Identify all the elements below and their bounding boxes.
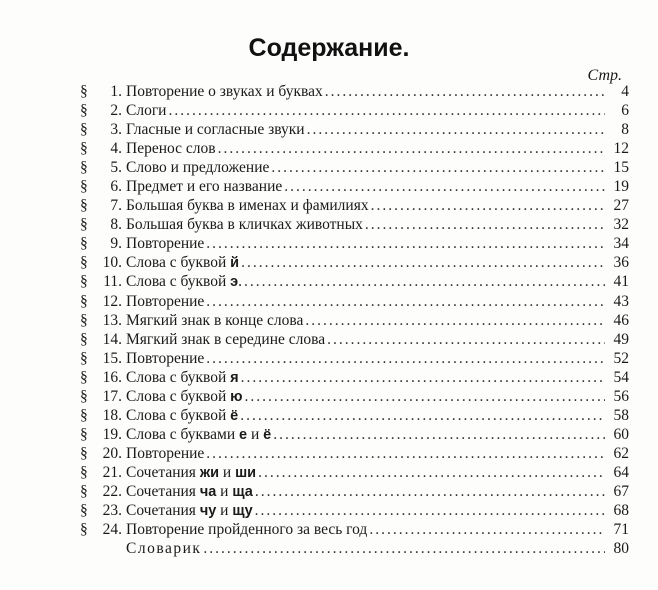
section-sign: § (80, 463, 88, 481)
entry-number: 3. (110, 121, 122, 139)
entry-page-number: 4 (621, 83, 629, 100)
dot-leader (245, 387, 605, 406)
entry-title (126, 196, 369, 215)
toc-entry[interactable] (80, 234, 629, 253)
entry-page-number: 54 (613, 368, 629, 386)
entry-page-number: 56 (613, 387, 629, 405)
entry-title-part: Слова с буквой (126, 368, 231, 386)
entry-number: 22. (102, 482, 122, 500)
dot-leader (240, 406, 605, 425)
entry-page-number: 67 (613, 482, 629, 500)
entry-number: 2. (110, 102, 122, 120)
entry-title-part: Повторение пройденного за весь год (126, 521, 368, 539)
entry-title-part: Перенос слов (126, 140, 216, 158)
entry-page-number: 71 (613, 521, 629, 539)
toc-entry[interactable] (80, 463, 629, 482)
dot-leader (369, 520, 605, 539)
toc-entry[interactable] (80, 139, 629, 158)
dot-leader (273, 425, 605, 444)
dot-leader (327, 330, 605, 349)
entry-title-bold-letters: ши (235, 464, 257, 481)
entry-number: 12. (102, 292, 122, 310)
dot-leader (258, 463, 605, 482)
section-sign: § (80, 178, 88, 196)
section-sign: § (80, 387, 88, 405)
entry-title-part: Сочетания (126, 463, 200, 481)
table-of-contents (80, 82, 629, 558)
entry-title (126, 234, 204, 253)
entry-page-number: 6 (621, 102, 629, 120)
entry-title (126, 368, 239, 388)
entry-title-part: Гласные и согласные звуки (126, 121, 305, 139)
page-column-label: Стр. (587, 67, 622, 84)
dot-leader (241, 368, 605, 387)
entry-title-part: Повторение (126, 349, 205, 367)
toc-entry[interactable] (80, 120, 629, 139)
entry-page-number: 62 (613, 444, 629, 462)
toc-entry[interactable] (80, 406, 629, 425)
toc-entry[interactable] (80, 501, 629, 520)
entry-title-part: Мягкий знак в конце слова (126, 311, 304, 329)
toc-entry[interactable] (80, 425, 629, 444)
section-sign: § (80, 197, 88, 215)
toc-entry[interactable] (80, 177, 629, 196)
entry-number: 5. (110, 159, 122, 177)
section-sign: § (80, 330, 88, 348)
section-sign: § (80, 368, 88, 386)
section-sign: § (80, 406, 88, 424)
entry-title-bold-letters: я (230, 369, 239, 386)
entry-number: 9. (110, 235, 122, 253)
entry-number: 18. (102, 406, 122, 424)
entry-title (126, 253, 239, 273)
dot-leader (284, 177, 605, 196)
entry-page-number: 19 (613, 178, 629, 196)
entry-page-number: 68 (613, 502, 629, 520)
dot-leader (365, 215, 605, 234)
entry-page-number: 32 (613, 216, 629, 234)
toc-entry[interactable] (80, 158, 629, 177)
toc-entry[interactable] (80, 482, 629, 501)
entry-page-number: 52 (613, 349, 629, 367)
entry-title-part: Сочетания (126, 502, 200, 520)
entry-number: 10. (102, 254, 122, 272)
entry-title-bold-letters: щу (232, 503, 253, 520)
dot-leader (206, 444, 605, 463)
section-sign: § (80, 254, 88, 272)
entry-title (126, 349, 204, 368)
dot-leader (206, 292, 605, 311)
entry-title-part: Большая буква в именах и фамилиях (126, 197, 369, 215)
entry-title (126, 272, 242, 292)
entry-title (126, 330, 325, 349)
toc-entry[interactable] (80, 292, 629, 311)
entry-page-number: 27 (613, 197, 629, 215)
entry-title-part: Слоги (126, 102, 167, 120)
entry-title (126, 158, 269, 177)
entry-title-part: и (216, 502, 233, 520)
entry-title-bold-letters: э (230, 274, 239, 291)
entry-title-part: Слова с буквами (126, 425, 239, 443)
dot-leader (271, 158, 605, 177)
section-sign: § (80, 83, 88, 100)
section-sign: § (80, 140, 88, 158)
entry-page-number: 43 (613, 292, 629, 310)
entry-title (126, 520, 367, 539)
section-sign: § (80, 425, 88, 443)
entry-title (126, 177, 282, 196)
entry-title (126, 501, 253, 521)
entry-title-part: Слова с буквой (126, 254, 231, 272)
dot-leader (218, 139, 605, 158)
toc-entry[interactable] (80, 330, 629, 349)
section-sign: § (80, 502, 88, 520)
toc-entry[interactable] (80, 311, 629, 330)
section-sign: § (80, 444, 88, 462)
dot-leader (255, 501, 605, 520)
entry-title-bold-letters: ща (232, 483, 253, 500)
section-sign: § (80, 311, 88, 329)
entry-title (126, 463, 256, 483)
entry-title (126, 444, 204, 463)
entry-title-part: Повторение (126, 444, 205, 462)
entry-page-number: 58 (613, 406, 629, 424)
entry-number: 13. (102, 311, 122, 329)
entry-title-part: и (216, 482, 233, 500)
toc-entry[interactable] (80, 272, 629, 291)
dot-leader (371, 196, 605, 215)
toc-entry[interactable] (80, 444, 629, 463)
entry-title (126, 482, 253, 502)
entry-title-part: Предмет и его название (126, 178, 283, 196)
entry-title-part: . (238, 273, 243, 291)
entry-title (126, 387, 243, 407)
entry-title-bold-letters: ё (263, 426, 272, 443)
entry-number: 7. (110, 197, 122, 215)
entry-title (126, 215, 363, 234)
section-sign: § (80, 482, 88, 500)
entry-title (126, 311, 303, 330)
entry-title-part: Повторение (126, 292, 205, 310)
entry-number: 19. (102, 425, 122, 443)
section-sign: § (80, 121, 88, 139)
section-sign: § (80, 235, 88, 253)
dot-leader (255, 482, 605, 501)
entry-number: 16. (102, 368, 122, 386)
toc-entry[interactable] (80, 368, 629, 387)
toc-entry[interactable] (80, 349, 629, 368)
entry-title (126, 120, 305, 139)
dot-leader (325, 82, 605, 101)
section-sign: § (80, 521, 88, 539)
entry-number: 8. (110, 216, 122, 234)
entry-title-part: Слова с буквой (126, 387, 231, 405)
section-sign: § (80, 349, 88, 367)
dot-leader (203, 539, 605, 558)
entry-page-number: 12 (613, 140, 629, 158)
dot-leader (168, 101, 605, 120)
entry-number: 6. (110, 178, 122, 196)
toc-entry-glossary[interactable] (80, 539, 629, 558)
entry-title-part: Сочетания (126, 482, 200, 500)
entry-title-bold-letters: жи (199, 464, 220, 481)
dot-leader (206, 349, 605, 368)
dot-leader (244, 272, 605, 291)
entry-number: 11. (103, 273, 122, 291)
entry-title-bold-letters: ча (199, 483, 217, 500)
entry-page-number: 34 (613, 235, 629, 253)
section-sign: § (80, 292, 88, 310)
entry-title-bold-letters: й (230, 255, 240, 272)
entry-title-bold-letters: ё (230, 407, 239, 424)
entry-title-part: Мягкий знак в середине слова (126, 330, 326, 348)
entry-number: 4. (110, 140, 122, 158)
dot-leader (241, 253, 605, 272)
entry-title-part: Повторение (126, 235, 205, 253)
section-sign: § (80, 159, 88, 177)
entry-title (126, 425, 271, 445)
entry-number: 14. (102, 330, 122, 348)
entry-title (126, 101, 166, 120)
section-sign: § (80, 102, 88, 120)
entry-number: 15. (102, 349, 122, 367)
toc-entry[interactable] (80, 196, 629, 215)
entry-title-bold-letters: ю (230, 388, 243, 405)
entry-page-number: 46 (613, 311, 629, 329)
entry-page-number: 36 (613, 254, 629, 272)
entry-page-number: 15 (613, 159, 629, 177)
entry-page-number: 41 (613, 273, 629, 291)
page-title: Содержание. (248, 34, 410, 62)
toc-entry[interactable] (80, 253, 629, 272)
entry-page-number: 80 (613, 540, 629, 558)
entry-number: 23. (102, 502, 122, 520)
entry-title-part: Слова с буквой (126, 406, 231, 424)
entry-title (126, 292, 204, 311)
toc-entry[interactable] (80, 387, 629, 406)
dot-leader (206, 234, 605, 253)
dot-leader (307, 120, 605, 139)
entry-page-number: 64 (613, 463, 629, 481)
entry-title (126, 82, 323, 101)
toc-entry[interactable] (80, 101, 629, 120)
entry-title-part: и (219, 463, 236, 481)
entry-title-part: Слова с буквой (126, 273, 231, 291)
section-sign: § (80, 273, 88, 291)
entry-title-bold-letters: е (239, 426, 248, 443)
entry-title (126, 406, 238, 426)
toc-entry[interactable] (80, 82, 629, 101)
section-sign: § (80, 216, 88, 234)
dot-leader (305, 311, 605, 330)
entry-page-number: 8 (621, 121, 629, 139)
toc-entry[interactable] (80, 520, 629, 539)
entry-page-number: 60 (613, 425, 629, 443)
entry-title-part: Повторение о звуках и буквах (126, 83, 323, 100)
toc-entry[interactable] (80, 215, 629, 234)
entry-title-bold-letters: чу (199, 503, 217, 520)
entry-number: 24. (102, 521, 122, 539)
entry-title-part: и (247, 425, 264, 443)
entry-title: Словарик (126, 540, 202, 558)
entry-number: 21. (102, 463, 122, 481)
entry-title-part: Слово и предложение (126, 159, 270, 177)
entry-page-number: 49 (613, 330, 629, 348)
entry-number: 20. (102, 444, 122, 462)
entry-title (126, 139, 216, 158)
entry-number: 1. (110, 83, 122, 100)
entry-number: 17. (102, 387, 122, 405)
entry-title-part: Большая буква в кличках животных (126, 216, 363, 234)
